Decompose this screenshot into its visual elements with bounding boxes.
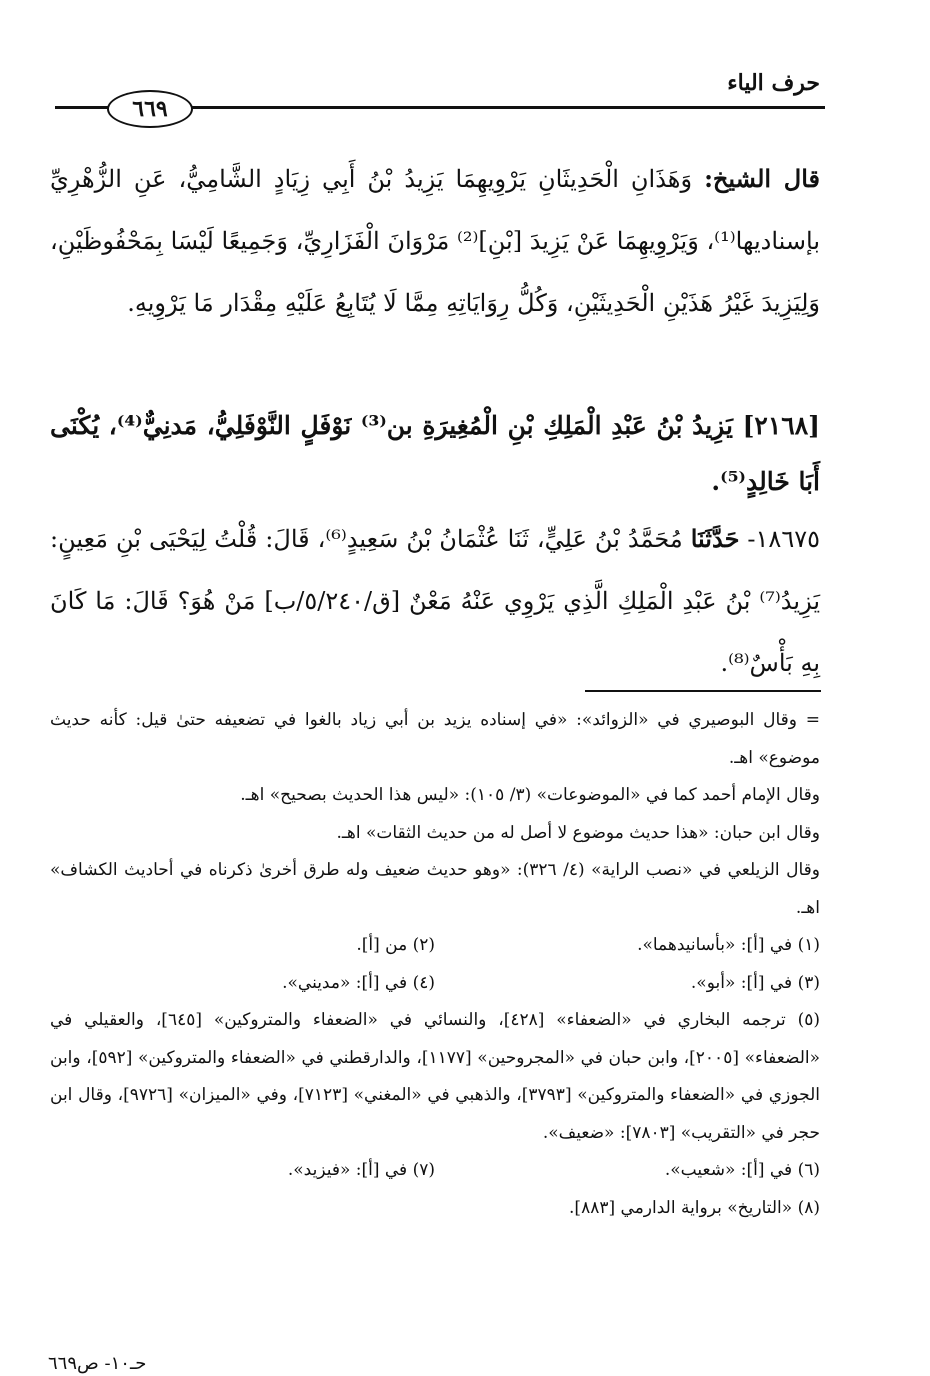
commentary-lead: قال الشيخ:	[704, 164, 820, 193]
footnotes	[50, 702, 820, 1227]
footnote-2: (٢) من [أ].	[356, 935, 435, 955]
hadith-number: ١٨٦٧٥-	[747, 525, 820, 553]
footnote-6: (٦) في [أ]: «شعيب».	[664, 1160, 820, 1180]
footnote-1: (١) في [أ]: «بأسانيدهما».	[637, 935, 820, 955]
hadith-lead: حَدَّثَنَا	[690, 524, 740, 553]
footnote-continuation: وقال الزيلعي في «نصب الراية» (٤/ ٣٢٦): «وهو حديث ضعيف وله طرق أخرىٰ ذكرناه في أحاديث الكشاف» اهـ.	[50, 860, 820, 918]
footnote-row	[50, 1152, 820, 1190]
footnote-8: (٨) «التاريخ» برواية الدارمي [٨٨٣].	[569, 1197, 820, 1218]
footnote-row	[50, 965, 820, 1003]
footnote-continuation: وقال ابن حبان: «هذا حديث موضوع لا أصل له من حديث الثقات» اهـ.	[336, 822, 820, 843]
footnote-continuation: = وقال البوصيري في «الزوائد»: «في إسناده يزيد بن أبي زياد بالغوا في تضعيفه حتىٰ قيل: كأنه حديث موضوع» اهـ.	[50, 710, 820, 768]
hadith-text: مُحَمَّدُ بْنُ عَلِيٍّ، ثَنَا عُثْمَانُ بْنُ سَعِيدٍ⁽⁶⁾، قَالَ: قُلْتُ لِيَحْيَى بْنِ مَعِينٍ: يَزِيدُ⁽⁷⁾ بْنُ عَبْدِ الْمَلِكِ الَّذِي يَرْوِي عَنْهُ مَعْنٌ [ق/٥/٢٤٠/ب] مَنْ هُوَ؟ قَالَ: مَا كَانَ بِهِ بَأْسٌ⁽⁸⁾.	[50, 525, 820, 677]
commentary-text: وَهَذَانِ الْحَدِيثَانِ يَرْوِيهِمَا يَزِيدُ بْنُ أَبِي زِيَادٍ الشَّامِيُّ، عَنِ الزُّهْرِيِّ بإسناديها⁽¹⁾، وَيَرْوِيهِمَا عَنْ يَزِيدَ [بْنِ]⁽²⁾ مَرْوَانَ الْفَزَارِيِّ، وَجَمِيعًا لَيْسَا بِمَحْفُوظَيْنِ، وَلِيَزِيدَ غَيْرُ هَذَيْنِ الْحَدِيثَيْنِ، وَكُلُّ رِوَايَاتِهِ مِمَّا لَا يُتَابِعُ عَلَيْهِ مِقْدَار مَا يَرْوِيهِ.	[50, 165, 821, 317]
page-number: ٦٦٩	[107, 90, 193, 128]
footnote-separator	[585, 690, 821, 692]
running-header: حرف الياء	[727, 70, 820, 96]
footnote-4: (٤) في [أ]: «مديني».	[282, 972, 435, 993]
footnote-continuation: وقال الإمام أحمد كما في «الموضوعات» (٣/ ١٠٥): «ليس هذا الحديث بصحيح» اهـ.	[240, 785, 820, 805]
footnote-7: (٧) في [أ]: «فيزيد».	[287, 1160, 435, 1180]
footnote-row	[50, 927, 820, 965]
footnote-5: (٥) ترجمه البخاري في «الضعفاء» [٤٢٨]، والنسائي في «الضعفاء والمتروكين» [٦٤٥]، والعقيلي في «الضعفاء» [٢٠٠٥]، وابن حبان في «المجروحين» [١١٧٧]، والدارقطني في «الضعفاء والمتروكين» [٥٩٢]، وابن الجوزي في «الضعفاء والمتروكين» [٣٧٩٣]، والذهبي في «المغني» [٧١٢٣]، وفي «الميزان» [٩٧٢٦]، وقال ابن حجر في «التقريب» [٧٨٠٣]: «ضعيف».	[50, 1010, 821, 1143]
commentary-paragraph	[50, 148, 820, 334]
volume-page-reference: حـ١٠- ص٦٦٩	[48, 1353, 147, 1374]
hadith-paragraph	[50, 508, 820, 694]
footnote-3: (٣) في [أ]: «أبو».	[690, 972, 820, 993]
entry-heading: [٢١٦٨] يَزِيدُ بْنُ عَبْدِ الْمَلِكِ بْنِ الْمُغِيرَةِ بن⁽³⁾ نَوْفَلٍ النَّوْفَلِيُّ، مَدنِيٌّ⁽⁴⁾، يُكْنَى أَبَا خَالِدٍ⁽⁵⁾.	[50, 411, 820, 496]
